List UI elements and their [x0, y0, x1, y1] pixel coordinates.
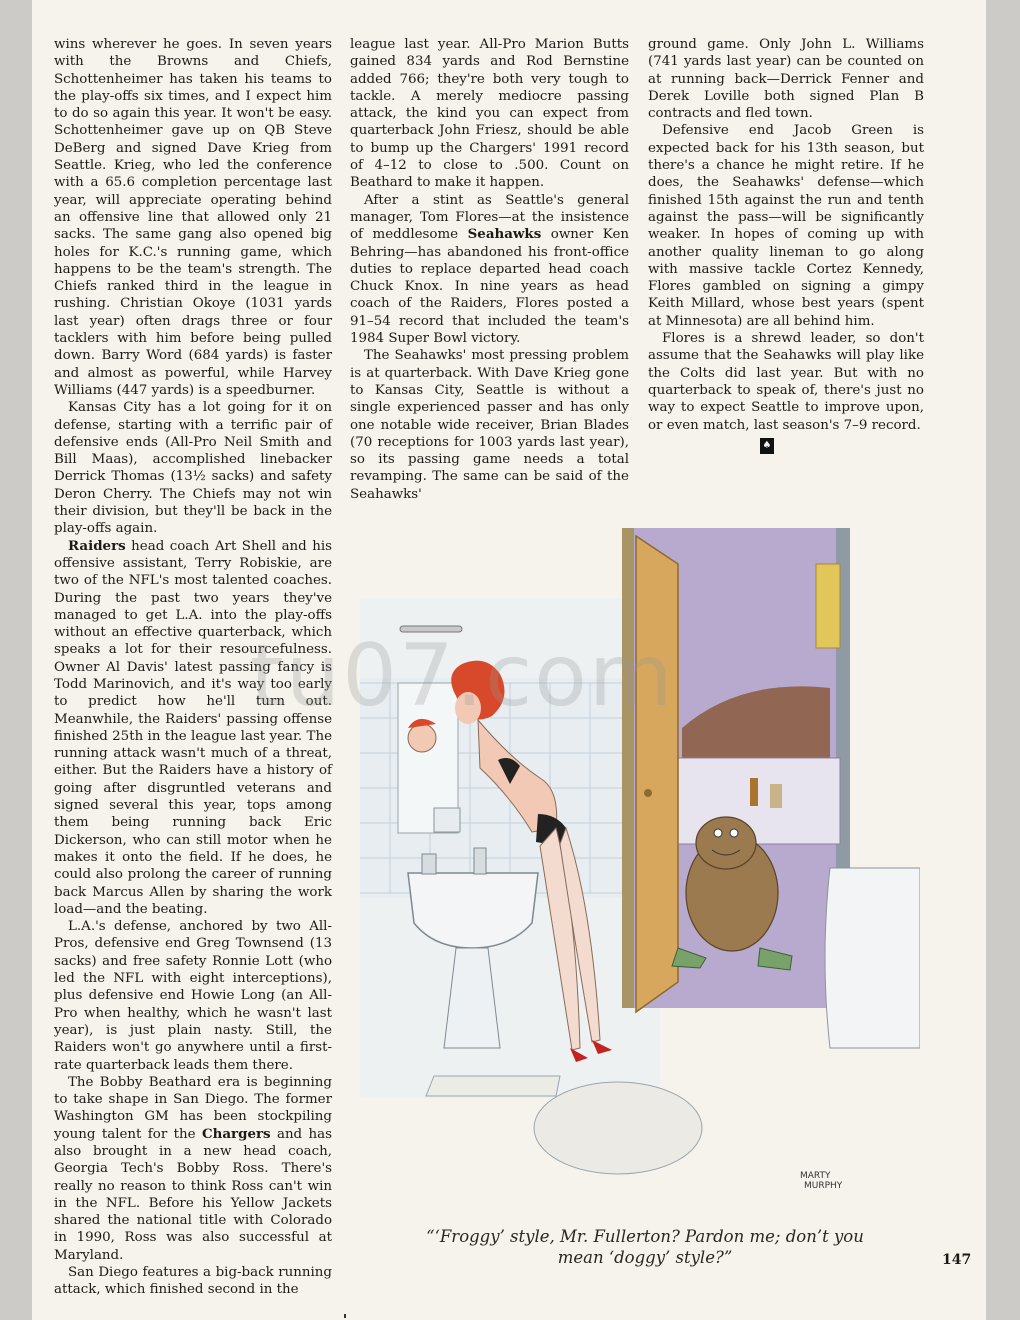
door-knob — [644, 789, 652, 797]
paragraph: Raiders head coach Art Shell and his offensive assistant, Terry Robiskie, are two of the NFL's most talented coaches. During the past two years they've managed to get L.A. into the play-offs without an effective quarterback, which speaks a lot for their resourcefulness. Owner Al Davis' latest passing fancy is Todd Marinovich, and it's way too early to predict how he'll turn out. Meanwhile, the Raiders' passing offense finished 25th in the league last year. The running attack wasn't much of a threat, either. But the Raiders have a history of going after disgruntled veterans and signed several this year, tops among them being running back Eric Dickerson, who can still motor when he makes it onto the field. If he does, he could also prolong the career of running back Marcus Allen by sharing the work load—and the beating. — [54, 537, 332, 917]
artist-signature-line1: MARTY — [800, 1171, 831, 1181]
artist-signature-line2: MURPHY — [804, 1181, 843, 1191]
paragraph: league last year. All-Pro Marion Butts gained 834 yards and Rod Bernstine added 766; they're both very tough to tackle. A merely mediocre passing attack, the kind you can expect from quarterback John Friesz, should be able to bump up the Chargers' 1991 record of 4–12 to close to .500. Count on Beathard to make it happen. — [350, 37, 629, 191]
watermark: tu07.com — [250, 626, 675, 726]
paragraph: wins wherever he goes. In seven years with the Browns and Chiefs, Schottenheimer has taken his teams to the play-offs six times, and I expect him to do so again this year. It won't be easy. Schottenheimer gave up on QB Steve DeBerg and signed Dave Krieg from Seattle. Krieg, who led the conference with a 65.6 completion percentage last year, will appreciate operating behind an offensive line that allowed only 21 sacks. The same gang also opened big holes for K.C.'s running game, which happens to be the team's strength. The Chiefs ranked third in the league in rushing. Christian Okoye (1031 yards last year) often drags three or four tacklers with him before being pulled down. Barry Word (684 yards) is faster and almost as powerful, while Harvey Williams (447 yards) is a speedburner. — [54, 37, 332, 398]
paragraph: After a stint as Seattle's general manager, Tom Flores—at the insistence of meddlesome Seahawks owner Ken Behring—has abandoned his front-office duties to replace departed head coach Chuck Knox. In nine years as head coach of the Raiders, Flores posted a 91–54 record that included the team's 1984 Super Bowl victory. — [350, 192, 629, 347]
team-name-chargers: Chargers — [201, 1125, 271, 1142]
paragraph: L.A.'s defense, anchored by two All-Pros, defensive end Greg Townsend (13 sacks) and free safety Ronnie Lott (who led the NFL with eight interceptions), plus defensive end Howie Long (an All-Pro when healthy, which he wasn't last year), is just plain nasty. Still, the Raiders won't go anywhere until a first-rate quarterback leads them there. — [54, 919, 332, 1073]
paragraph: San Diego features a big-back running attack, which finished second in the — [54, 1265, 332, 1298]
scan-right-margin — [986, 0, 1020, 1320]
article-column-3 — [648, 36, 924, 454]
paragraph: Kansas City has a lot going for it on defense, starting with a terrific pair of defensive ends (All-Pro Neil Smith and Bill Maas), accomplished linebacker Derrick Thomas (13½ sacks) and safety Deron Cherry. The Chiefs may not win their division, but they'll be back in the play-offs again. — [54, 400, 332, 537]
cartoon-caption: “‘Froggy’ style, Mr. Fullerton? Pardon me; don’t you mean ‘doggy’ style?” — [426, 1227, 864, 1267]
bath-mat — [426, 1076, 560, 1096]
open-door — [636, 536, 678, 1012]
tissue-box — [434, 808, 460, 832]
page-number: 147 — [942, 1252, 972, 1268]
paragraph: The Seahawks' most pressing problem is at quarterback. With Dave Krieg gone to Kansas City, Seattle is without a single experienced passer and has only one notable wide receiver, Brian Blades (70 receptions for 1003 yards last year), so its passing game needs a total revamping. The same can be said of the Seahawks' — [350, 348, 629, 502]
lamp — [816, 564, 840, 648]
paragraph: The Bobby Beathard era is beginning to take shape in San Diego. The former Washington GM has been stockpiling young talent for the Chargers and has also brought in a new head coach, Georgia Tech's Bobby Ross. There's really no reason to think Ross can't win in the NFL. Before his Yellow Jackets shared the national title with Colorado in 1990, Ross was also successful at Maryland. — [54, 1074, 333, 1263]
team-name-seahawks: Seahawks — [467, 226, 542, 243]
article-column-2 — [350, 36, 629, 503]
scan-left-margin — [0, 0, 32, 1320]
scan-artifact — [344, 1314, 346, 1318]
paragraph: ground game. Only John L. Williams (741 yards last year) can be counted on at running back—Derrick Fenner and Derek Loville both signed Plan B contracts and fled town. — [648, 37, 924, 122]
round-rug — [534, 1082, 702, 1174]
soap-jar — [422, 854, 436, 874]
paragraph: Defensive end Jacob Green is expected back for his 13th season, but there's a chance he might retire. If he does, the Seahawks' defense—which finished 15th against the run and tenth against the pass—will be significantly weaker. In hopes of coming up with another quality lineman to go along with massive tackle Cortez Kennedy, Flores gambled on signing a gimpy Keith Millard, whose best years (spent at Minnesota) are all behind him. — [648, 123, 924, 329]
team-name-raiders: Raiders — [68, 537, 126, 554]
bathtub — [825, 868, 920, 1048]
door-frame-left — [622, 528, 634, 1008]
end-mark-icon: ♠ — [760, 438, 774, 454]
paragraph: Flores is a shrewd leader, so don't assume that the Seahawks will play like the Colts did last year. But with no quarterback to speak of, there's just no way to expect Seattle to improve upon, or even match, last season's 7–9 record. — [648, 331, 924, 433]
